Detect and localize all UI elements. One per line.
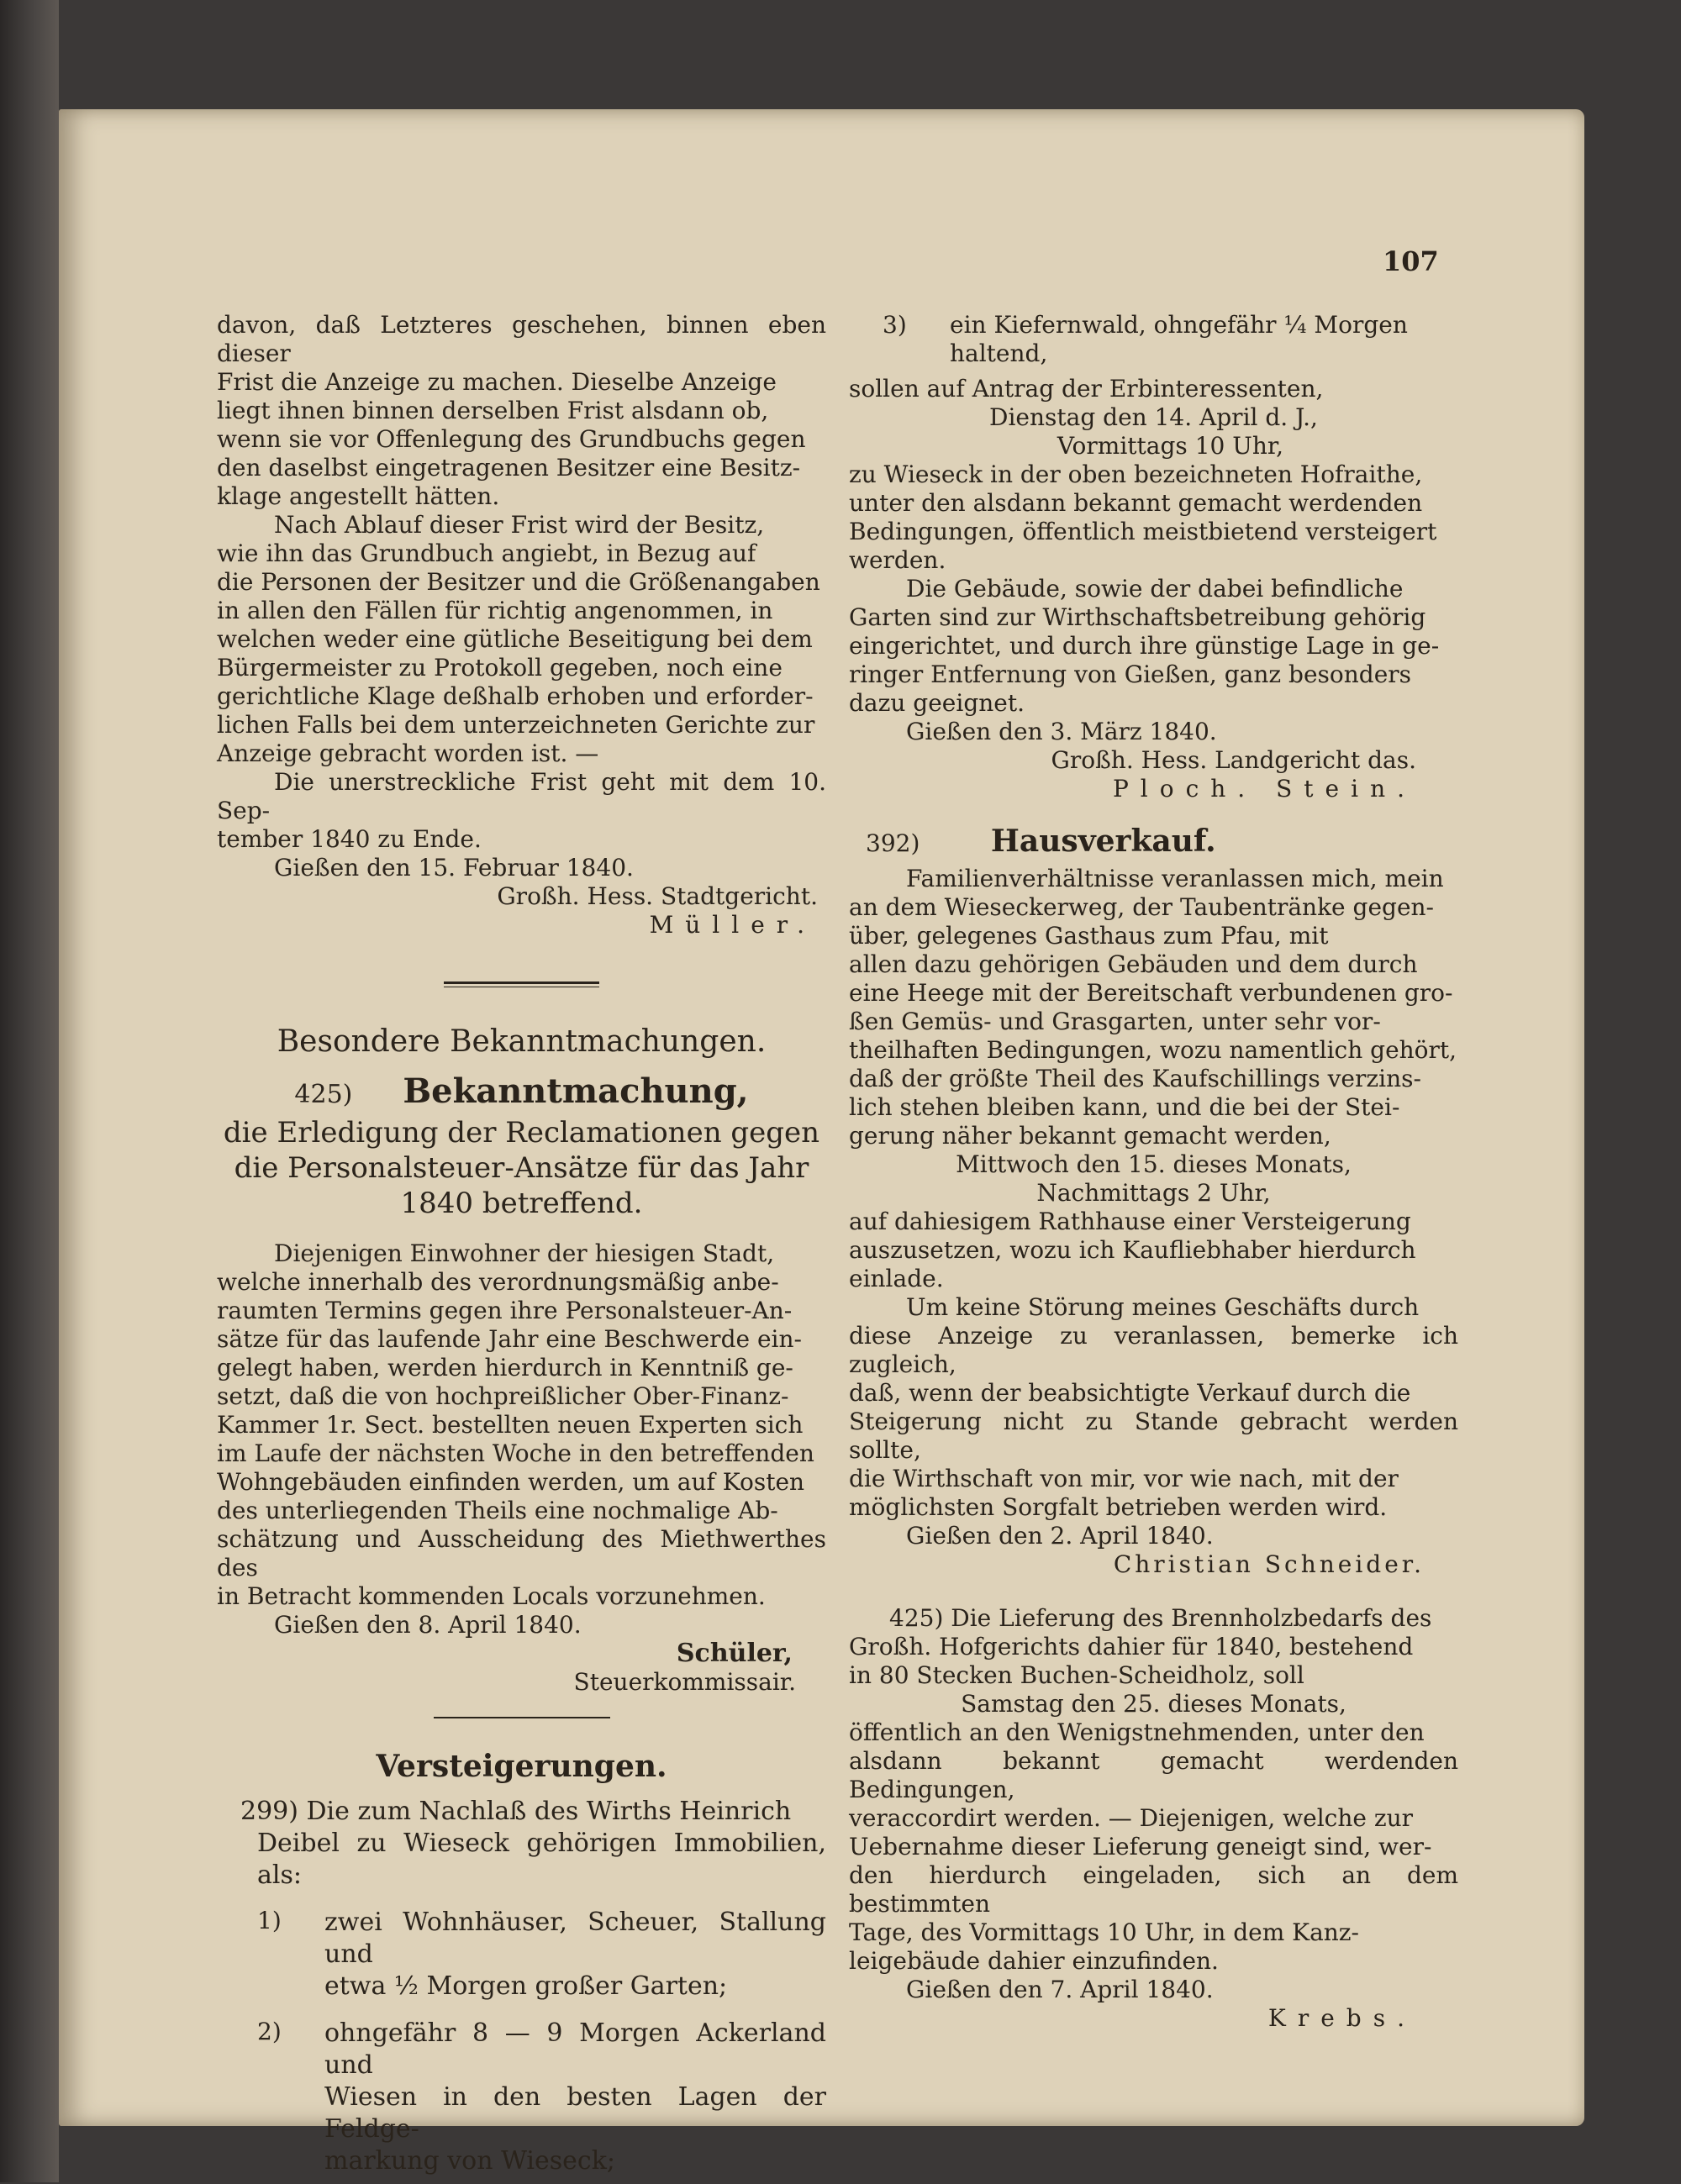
sale-body-3: Um keine Störung meines Geschäfts durch diese Anzeige zu veranlassen, bemerke ich zugleich, daß, wenn der beabsichtigte Verkauf durch die Steigerung nicht zu Stande gebracht werden sollte, die Wirthschaft von mir, vor wie nach, mit der möglichsten Sorgfalt betrieben werden wird.	[849, 1293, 1458, 1521]
auction-heading: Versteigerungen.	[376, 1749, 667, 1784]
spacer	[849, 1579, 1458, 1604]
wood-body: 425) Die Lieferung des Brennholzbedarfs des Großh. Hofgerichts dahier für 1840, bestehend in 80 Stecken Buchen-Scheidholz, soll	[849, 1604, 1432, 1689]
intro-paragraph: davon, daß Letzteres geschehen, binnen eben dieser Frist die Anzeige zu machen. Dieselbe Anzeige liegt ihnen binnen derselben Frist alsdann ob, wenn sie vor Offenlegung des Grundbuchs gegen den daselbst eingetragenen Besitzer eine Besitz- klage angestellt hätten.	[217, 311, 826, 510]
section-heading: Besondere Bekanntmachungen.	[277, 1024, 767, 1059]
notice-header	[217, 1071, 826, 1112]
list-item	[849, 311, 1458, 368]
item-number: 2)	[257, 2018, 282, 2045]
sale-title: Hausverkauf.	[990, 824, 1216, 859]
sale-signer: Christian Schneider.	[1113, 1550, 1425, 1578]
auction-paragraph: sollen auf Antrag der Erbinteressenten,	[849, 375, 1324, 403]
sale-date-line: Gießen den 2. April 1840.	[906, 1522, 1214, 1550]
wood-date: Samstag den 25. dieses Monats,	[961, 1690, 1346, 1718]
item-number: 3)	[883, 311, 907, 339]
notice-signer: Schüler,	[676, 1639, 793, 1668]
signer-line: Müller.	[649, 911, 816, 939]
notice-number: 425)	[294, 1080, 353, 1109]
sale-body-2: auf dahiesigem Rathhause einer Versteigerung auszusetzen, wozu ich Kaufliebhaber hierdurch einlade.	[849, 1208, 1416, 1292]
auction-intro: 299) Die zum Nachlaß des Wirths Heinrich Deibel zu Wieseck gehörigen Immobilien, als:	[240, 1797, 826, 1890]
book-spine	[0, 0, 59, 2182]
list-item	[217, 2018, 826, 2177]
auction-location-paragraph: zu Wieseck in der oben bezeichneten Hofraithe, unter den alsdann bekannt gemacht werdenden Bedingungen, öffentlich meistbietend versteigert werden.	[849, 460, 1437, 574]
section-divider-short	[434, 1717, 610, 1718]
date-line: Gießen den 15. Februar 1840.	[274, 854, 634, 881]
item-text: ohngefähr 8 — 9 Morgen Ackerland und Wiesen in den besten Lagen der Feldge- markung von Wieseck;	[324, 2018, 826, 2176]
left-column	[217, 311, 826, 2184]
sale-number: 392)	[866, 829, 920, 857]
court-line: Großh. Hess. Stadtgericht.	[497, 882, 818, 910]
notice-body: Diejenigen Einwohner der hiesigen Stadt, welche innerhalb des verordnungsmäßig anbe- raumten Termins gegen ihre Personalsteuer-An- sätze für das laufende Jahr eine Beschwerde ein- gelegt haben, werden hierdurch in Kenntniß ge- setzt, daß die von hochpreißlicher Ober-Finanz- Kammer 1r. Sect. bestellten neuen Experten sich im Laufe der nächsten Woche in den betreffenden Wohngebäuden einfinden werden, um auf Kosten des unterliegenden Theils eine nochmalige Ab- schätzung und Ausscheidung des Miethwerthes des in Betracht kommenden Locals vorzunehmen.	[217, 1239, 826, 1610]
notice-title: Bekanntmachung,	[403, 1071, 749, 1111]
deadline-paragraph: Die unerstreckliche Frist geht mit dem 10. Sep- tember 1840 zu Ende.	[217, 768, 826, 853]
buildings-paragraph: Die Gebäude, sowie der dabei befindliche Garten sind zur Wirthschaftsbetreibung gehörig eingerichtet, und durch ihre günstige Lage in ge- ringer Entfernung von Gießen, ganz besonders dazu geeignet.	[849, 575, 1440, 717]
possession-paragraph: Nach Ablauf dieser Frist wird der Besitz, wie ihn das Grundbuch angiebt, in Bezug auf die Personen der Besitzer und die Größenangaben in allen den Fällen für richtig angenommen, in welchen weder eine gütliche Beseitigung bei dem Bürgermeister zu Protokoll gegeben, noch eine gerichtliche Klage deßhalb erhoben und erforder- lichen Falls bei dem unterzeichneten Gerichte zur Anzeige gebracht worden ist. —	[217, 511, 820, 767]
wood-signer: Krebs.	[1267, 2004, 1416, 2032]
item-text: ein Kiefernwald, ohngefähr ¼ Morgen haltend,	[950, 311, 1408, 367]
wood-date-line: Gießen den 7. April 1840.	[906, 1976, 1214, 2003]
item-number: 1)	[257, 1907, 282, 1934]
section-divider	[444, 981, 599, 987]
spacer	[849, 803, 1458, 822]
right-column	[849, 311, 1458, 2033]
sale-time: Nachmittags 2 Uhr,	[1036, 1179, 1271, 1207]
court-line: Großh. Hess. Landgericht das.	[1051, 746, 1416, 774]
spacer	[217, 1221, 826, 1239]
notice-signer-title: Steuerkommissair.	[573, 1668, 796, 1696]
auction-time: Vormittags 10 Uhr,	[1057, 432, 1284, 460]
item-text: zwei Wohnhäuser, Scheuer, Stallung und etwa ½ Morgen großer Garten;	[324, 1908, 826, 2001]
notice-subtitle: die Erledigung der Reclamationen gegen die Personalsteuer-Ansätze für das Jahr 1840 betreffend.	[223, 1116, 820, 1220]
sale-body: Familienverhältnisse veranlassen mich, mein an dem Wieseckerweg, der Taubentränke gegen- über, gelegenes Gasthaus zum Pfau, mit allen dazu gehörigen Gebäuden und dem durch eine Heege mit der Bereitschaft verbundenen gro- ßen Gemüs- und Grasgarten, unter sehr vor- theilhaften Bedingungen, wozu namentlich gehört, daß der größte Theil des Kaufschillings verzins- lich stehen bleiben kann, und die bei der Stei- gerung näher bekannt gemacht werden,	[849, 865, 1457, 1150]
list-item	[217, 1907, 826, 2002]
notice-date: Gießen den 8. April 1840.	[274, 1611, 582, 1639]
signer-line: Ploch. Stein.	[1112, 775, 1416, 803]
sale-date: Mittwoch den 15. dieses Monats,	[956, 1150, 1352, 1178]
sale-header	[849, 824, 1458, 859]
page-number: 107	[1383, 245, 1439, 277]
auction-date: Dienstag den 14. April d. J.,	[989, 403, 1318, 431]
date-line: Gießen den 3. März 1840.	[906, 718, 1217, 745]
wood-body-2: öffentlich an den Wenigstnehmenden, unter den alsdann bekannt gemacht werdenden Bedingungen, veraccordirt werden. — Diejenigen, welche zur Uebernahme dieser Lieferung geneigt sind, wer- den hierdurch eingeladen, sich an dem bestimmten Tage, des Vormittags 10 Uhr, in dem Kanz- leigebäude dahier einzufinden.	[849, 1718, 1458, 1975]
